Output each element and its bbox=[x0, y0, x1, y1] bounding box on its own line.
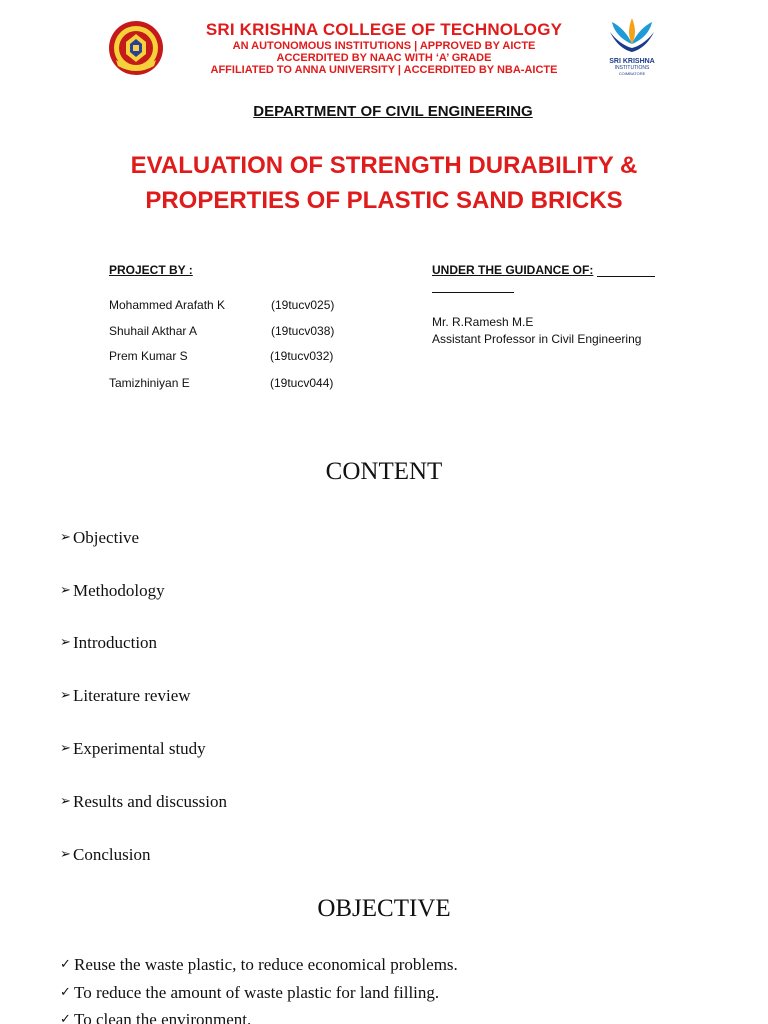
arrowhead-bullet-icon: ➢ bbox=[60, 688, 71, 703]
content-heading: CONTENT bbox=[325, 458, 443, 485]
college-name: SRI KRISHNA COLLEGE OF TECHNOLOGY bbox=[205, 20, 563, 39]
arrowhead-bullet-icon: ➢ bbox=[60, 635, 71, 650]
department-heading: DEPARTMENT OF CIVIL ENGINEERING bbox=[253, 103, 533, 120]
content-item-label: Conclusion bbox=[73, 845, 151, 864]
checkmark-icon: ✓ bbox=[60, 1012, 71, 1024]
checkmark-icon: ✓ bbox=[60, 985, 71, 1000]
objective-item-text: To reduce the amount of waste plastic for land filling. bbox=[74, 983, 440, 1002]
content-item-label: Literature review bbox=[73, 686, 191, 705]
content-item-label: Results and discussion bbox=[73, 792, 227, 811]
content-list-item bbox=[60, 739, 206, 759]
objective-item-text: Reuse the waste plastic, to reduce economical problems. bbox=[74, 955, 458, 974]
content-item-label: Introduction bbox=[73, 633, 158, 652]
member-id: (19tucv032) bbox=[270, 349, 334, 363]
content-list-item bbox=[60, 792, 227, 812]
objective-heading: OBJECTIVE bbox=[317, 895, 451, 922]
logo-city-text: COIMBATORE bbox=[618, 71, 646, 76]
content-item-label: Methodology bbox=[73, 581, 165, 600]
college-university-line: AFFILIATED TO ANNA UNIVERSITY | ACCERDITED BY NBA-AICTE bbox=[210, 64, 558, 76]
member-id: (19tucv044) bbox=[270, 376, 334, 390]
logo-brand-text: SRI KRISHNA bbox=[609, 58, 655, 65]
project-by-heading: PROJECT BY : bbox=[109, 263, 193, 277]
content-list-item bbox=[60, 633, 157, 653]
objective-list-item bbox=[60, 1010, 251, 1024]
member-id: (19tucv025) bbox=[271, 298, 335, 312]
objective-item-text: To clean the environment. bbox=[74, 1010, 252, 1024]
guidance-heading: UNDER THE GUIDANCE OF: bbox=[432, 263, 594, 277]
content-item-label: Experimental study bbox=[73, 739, 206, 758]
content-list-item bbox=[60, 528, 139, 548]
arrowhead-bullet-icon: ➢ bbox=[60, 530, 71, 545]
college-affiliation-line: AN AUTONOMOUS INSTITUTIONS | APPROVED BY AICTE bbox=[232, 40, 536, 52]
lotus-flame-icon bbox=[598, 14, 666, 58]
arrowhead-bullet-icon: ➢ bbox=[60, 794, 71, 809]
content-list-item bbox=[60, 581, 165, 601]
content-list-item bbox=[60, 845, 150, 865]
arrowhead-bullet-icon: ➢ bbox=[60, 847, 71, 862]
arrowhead-bullet-icon: ➢ bbox=[60, 741, 71, 756]
arrowhead-bullet-icon: ➢ bbox=[60, 583, 71, 598]
member-name: Prem Kumar S bbox=[109, 349, 188, 363]
member-name: Mohammed Arafath K bbox=[109, 298, 226, 312]
guidance-underline-continued bbox=[432, 292, 514, 293]
guide-name: Mr. R.Ramesh M.E bbox=[432, 315, 534, 329]
member-id: (19tucv038) bbox=[271, 324, 335, 338]
objective-list-item bbox=[60, 955, 458, 975]
college-crest-icon bbox=[108, 20, 164, 76]
sri-krishna-institutions-logo bbox=[598, 14, 666, 84]
logo-sub-text: INSTITUTIONS bbox=[614, 65, 650, 71]
checkmark-icon: ✓ bbox=[60, 957, 71, 972]
college-accreditation-line: ACCERDITED BY NAAC WITH ‘A’ GRADE bbox=[276, 52, 492, 64]
project-title: EVALUATION OF STRENGTH DURABILITY & PROPERTIES OF PLASTIC SAND BRICKS bbox=[130, 152, 638, 214]
member-name: Shuhail Akthar A bbox=[109, 324, 198, 338]
guide-designation: Assistant Professor in Civil Engineering bbox=[432, 332, 642, 346]
objective-list-item bbox=[60, 983, 439, 1003]
member-name: Tamizhiniyan E bbox=[109, 376, 190, 390]
content-item-label: Objective bbox=[73, 528, 140, 547]
content-list-item bbox=[60, 686, 191, 706]
guidance-underline bbox=[597, 276, 655, 277]
